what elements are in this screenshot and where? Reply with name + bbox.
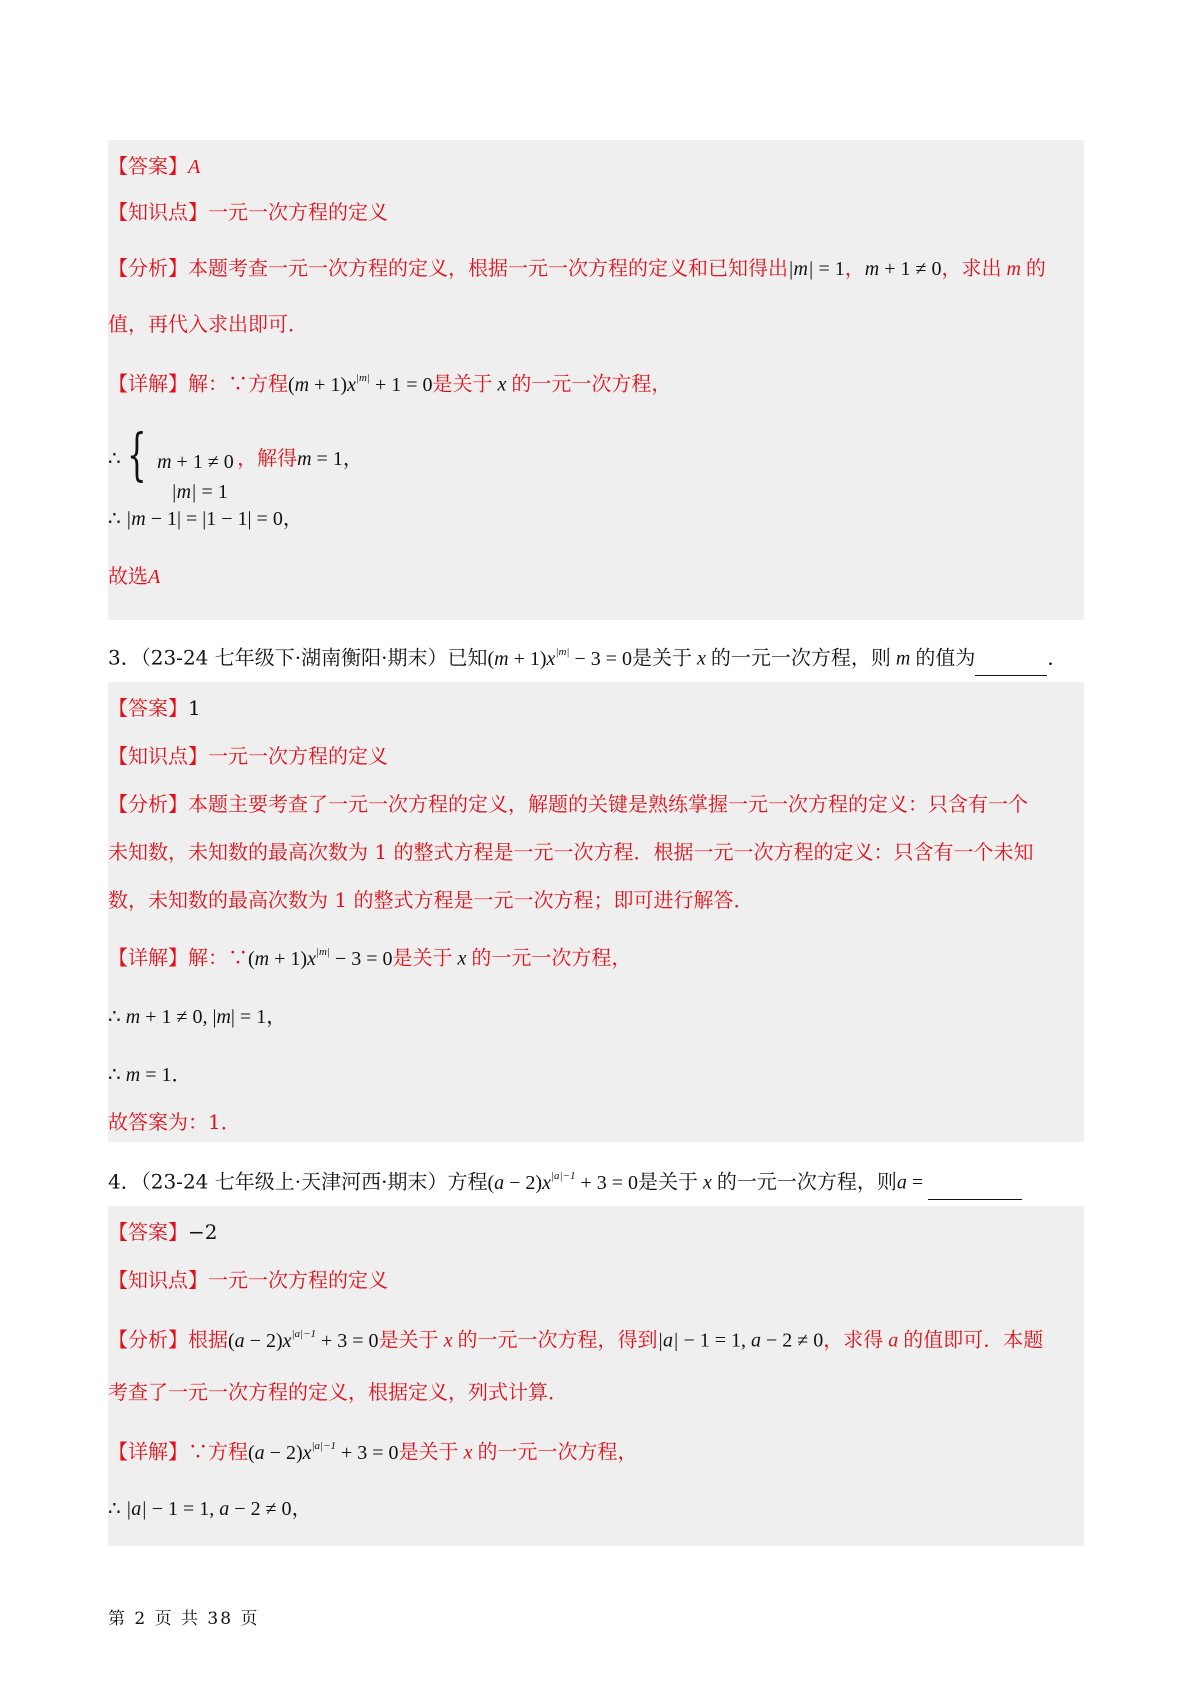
question-3: [108, 640, 1067, 676]
knowledge-label: 【知识点】: [108, 1268, 208, 1292]
analysis-text: 值，再代入求出即可．: [108, 312, 308, 336]
knowledge-line-1: [108, 198, 388, 226]
math-result: |a| − 1 = 1, a − 2 ≠ 0: [120, 1498, 292, 1520]
knowledge-line-2: [108, 742, 388, 770]
analysis-label: 【分析】: [108, 1327, 188, 1352]
analysis-text: 未知数，未知数的最高次数为 1 的整式方程是一元一次方程．根据一元一次方程的定义：只含有一个未知: [108, 840, 1034, 864]
choose-line: [108, 562, 160, 591]
solve-text: ，解得: [237, 446, 298, 470]
result-line-2a: ∴ m + 1 ≠ 0, |m| = 1，: [108, 1004, 287, 1028]
analysis-text: ，求出: [941, 256, 1002, 280]
detail-line-2: [108, 940, 631, 973]
knowledge-line-3: [108, 1266, 388, 1294]
knowledge-text: 一元一次方程的定义: [208, 744, 388, 768]
analysis-line-2-3: [108, 886, 753, 914]
question-source: （23-24 七年级下·湖南衡阳·期末）: [140, 645, 448, 670]
math-a: a: [883, 1329, 904, 1352]
detail-text: 的一元一次方程，: [471, 945, 632, 970]
math-x: x: [452, 947, 472, 970]
analysis-label: 【分析】: [108, 256, 188, 280]
therefore-icon: ∴: [108, 1496, 121, 1520]
detail-text: 是关于: [432, 371, 493, 396]
therefore-icon: ∴: [108, 1004, 121, 1028]
analysis-text: 本题主要考查了一元一次方程的定义，解题的关键是熟练掌握一元一次方程的定义：只含有一个: [188, 792, 1028, 816]
analysis-text: ，求得: [823, 1327, 884, 1352]
final-answer-line: [108, 1108, 241, 1136]
math-m: m: [890, 647, 916, 670]
knowledge-text: 一元一次方程的定义: [208, 1268, 388, 1292]
math-equation: $(m + 1)x^{|m|} - 3 = 0$: [487, 646, 632, 670]
math-abs-m-eq-1: |m| = 1: [788, 258, 845, 280]
answer-value: 1: [188, 696, 201, 720]
result-line-2b: [108, 1060, 191, 1089]
math-a-eq: a =: [896, 1171, 929, 1194]
question-number: 3．: [108, 645, 141, 670]
detail-label: 【详解】: [108, 945, 188, 970]
analysis-line-3-1: [108, 1322, 1043, 1355]
knowledge-label: 【知识点】: [108, 200, 208, 224]
math-equation: $(m + 1)x^{|m|} - 3 = 0$: [248, 946, 393, 970]
detail-label: 【详解】: [108, 1439, 188, 1464]
question-text: 的一元一次方程，则: [710, 645, 891, 670]
math-m: m: [1001, 258, 1026, 280]
answer-line-1: [108, 152, 200, 181]
math-equation: $(m + 1)x^{|m|} + 1 = 0$: [288, 372, 433, 396]
answer-label: 【答案】: [108, 154, 188, 178]
answer-label: 【答案】: [108, 1220, 188, 1244]
analysis-text: 根据: [188, 1327, 228, 1352]
answer-label: 【答案】: [108, 696, 188, 720]
math-x: x: [438, 1329, 458, 1352]
question-text: 是关于: [638, 1169, 699, 1194]
math-equation: $(a - 2)x^{|a|-1} + 3 = 0$: [228, 1328, 379, 1352]
question-text: 是关于: [632, 645, 692, 670]
therefore-icon: ∴: [108, 1062, 121, 1086]
question-text: 已知: [447, 645, 488, 670]
question-number: 4．: [108, 1169, 141, 1194]
math-result: m = 1．: [120, 1064, 192, 1086]
analysis-text: 的一元一次方程，得到: [457, 1327, 658, 1352]
math-x: x: [698, 1171, 717, 1194]
analysis-text: 本题考查一元一次方程的定义，根据一元一次方程的定义和已知得出: [188, 256, 788, 280]
math-condition: |a| − 1 = 1, a − 2 ≠ 0: [657, 1329, 824, 1352]
detail-text: 是关于: [398, 1439, 459, 1464]
detail-text: ∵方程: [188, 1439, 248, 1464]
analysis-text: 数，未知数的最高次数为 1 的整式方程是一元一次方程；即可进行解答．: [108, 888, 754, 912]
question-text: 的一元一次方程，则: [716, 1169, 897, 1194]
detail-text: 的一元一次方程，: [477, 1439, 638, 1464]
analysis-text: 的: [1025, 256, 1046, 280]
analysis-text: 考查了一元一次方程的定义，根据定义，列式计算．: [108, 1380, 568, 1404]
result-line-3: ∴ |a| − 1 = 1, a − 2 ≠ 0，: [108, 1496, 312, 1520]
math-result: |m − 1| = |1 − 1| = 0: [120, 508, 283, 530]
analysis-label: 【分析】: [108, 792, 188, 816]
analysis-line-1: 【分析】本题考查一元一次方程的定义，根据一元一次方程的定义和已知得出|m| = 1，m + 1 ≠ 0，求出 m 的: [108, 256, 1046, 280]
result-line-1: ∴ |m − 1| = |1 − 1| = 0，: [108, 506, 303, 530]
math-x: x: [492, 373, 512, 396]
math-x: x: [458, 1441, 478, 1464]
detail-text: 解：∵方程: [188, 371, 288, 396]
answer-value: A: [188, 156, 201, 178]
choose-text: 故选: [108, 564, 148, 588]
analysis-line-2-1: [108, 790, 1028, 818]
analysis-text: 的值即可．本题: [903, 1327, 1044, 1352]
question-text: 的值为: [915, 645, 976, 670]
answer-blank: [928, 1171, 1022, 1200]
analysis-text: 是关于: [378, 1327, 439, 1352]
detail-label: 【详解】: [108, 371, 188, 396]
question-end: ．: [1047, 645, 1068, 670]
knowledge-text: 一元一次方程的定义: [208, 200, 388, 224]
equation-system: { m + 1 ≠ 0 |m| = 1: [127, 422, 234, 503]
answer-value: −2: [188, 1220, 218, 1244]
question-source: （23-24 七年级上·天津河西·期末）: [140, 1169, 448, 1194]
analysis-line-3-2: [108, 1378, 568, 1406]
answer-line-2: [108, 694, 201, 722]
answer-line-3: [108, 1218, 217, 1246]
math-equation: $(a - 2)x^{|a|-1} + 3 = 0$: [487, 1170, 639, 1194]
knowledge-label: 【知识点】: [108, 744, 208, 768]
choose-value: A: [148, 566, 161, 588]
question-4: [108, 1164, 1022, 1200]
detail-text: 是关于: [392, 945, 453, 970]
math-equation: $(a - 2)x^{|a|-1} + 3 = 0$: [248, 1440, 399, 1464]
detail-line-1: [108, 366, 671, 399]
final-text: 故答案为：1．: [108, 1110, 241, 1134]
system-line: ∴ { m + 1 ≠ 0 |m| = 1 ，解得m = 1，: [108, 422, 363, 503]
analysis-line-2: [108, 310, 308, 338]
math-result: m + 1 ≠ 0, |m| = 1: [120, 1006, 267, 1028]
math-x: x: [692, 647, 711, 670]
detail-text: 解：∵: [188, 945, 248, 970]
math-m-eq-1: m = 1: [297, 448, 343, 470]
detail-text: 的一元一次方程，: [511, 371, 672, 396]
analysis-line-2-2: [108, 838, 1033, 866]
page-footer: 第 2 页 共 38 页: [108, 1609, 260, 1629]
math-m-plus-1-neq-0: m + 1 ≠ 0: [864, 258, 942, 280]
detail-line-3: [108, 1434, 637, 1467]
therefore-icon: ∴: [108, 506, 121, 530]
question-text: 方程: [447, 1169, 488, 1194]
therefore-icon: ∴: [108, 446, 121, 470]
answer-blank: [975, 647, 1047, 676]
